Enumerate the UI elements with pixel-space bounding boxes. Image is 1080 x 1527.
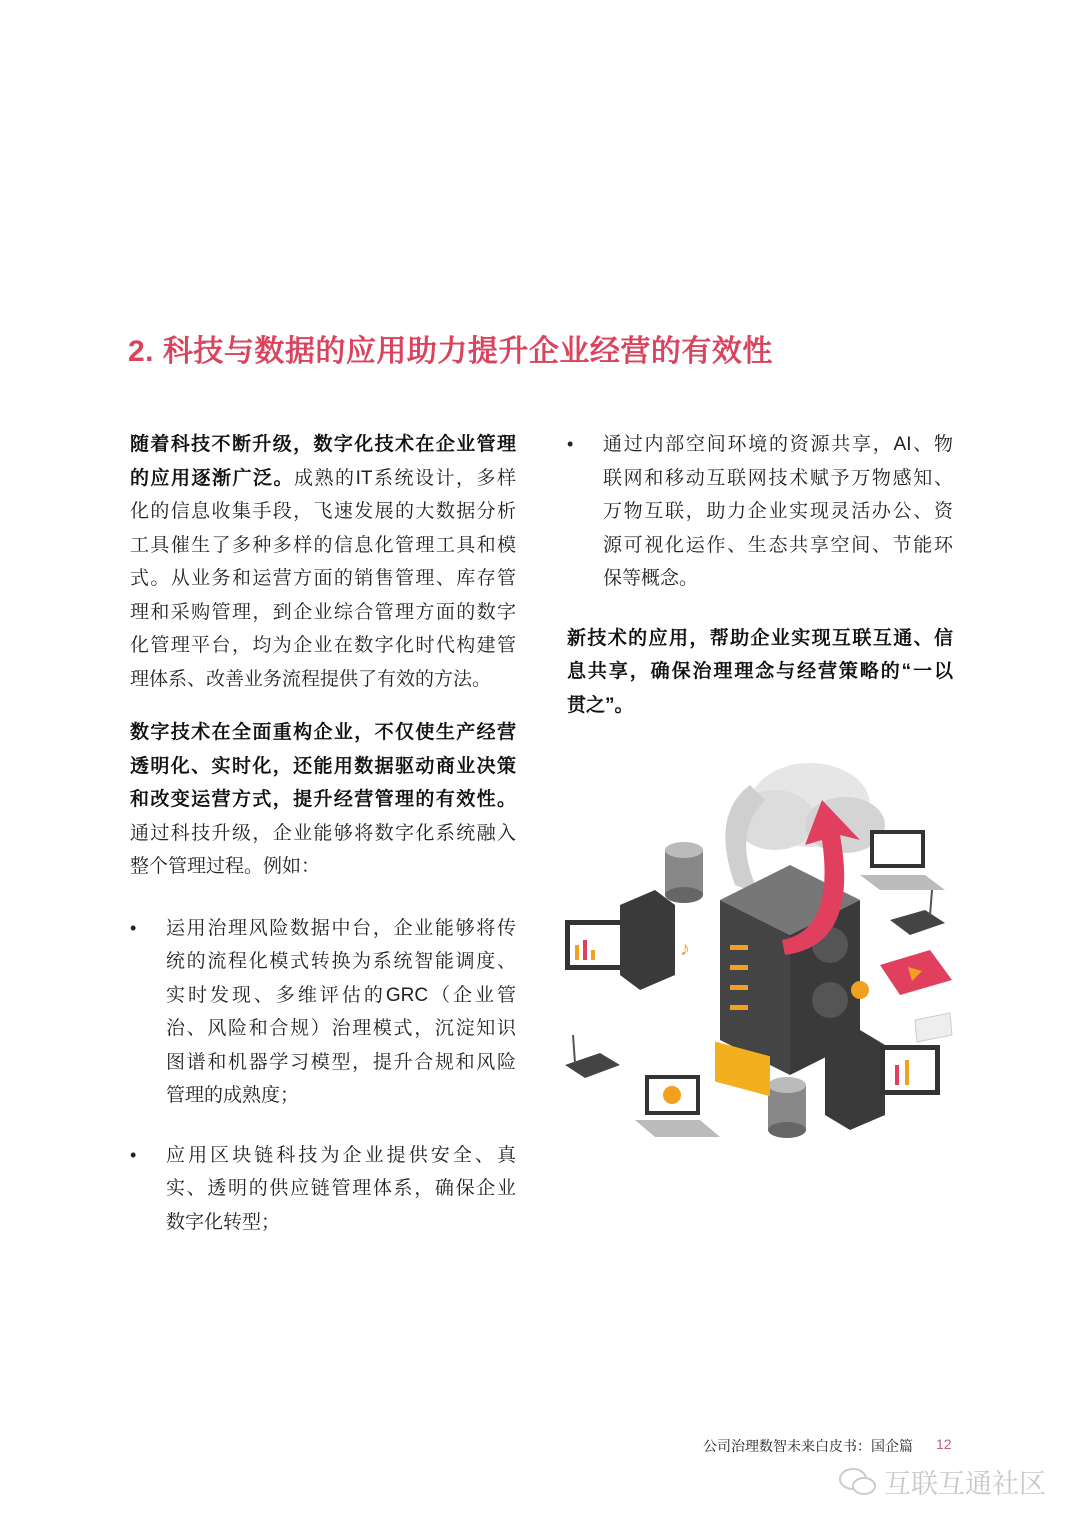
text-line — [130, 817, 516, 851]
text: 理体系、改善业务流程提供了有效的方法。 — [130, 668, 492, 690]
text-line — [130, 495, 516, 529]
svg-text:♪: ♪ — [680, 938, 690, 960]
tablet-video-icon — [880, 950, 952, 995]
page-number: 12 — [936, 1436, 952, 1452]
paragraph — [130, 716, 516, 884]
text-line — [130, 850, 516, 884]
text: 整个管理过程。例如： — [130, 856, 321, 877]
router-icon — [565, 1035, 620, 1078]
text-line: 联网和移动互联网技术赋予万物感知、 — [603, 467, 953, 489]
digital-technology-illustration — [560, 745, 960, 1145]
bullet-icon: • — [567, 434, 574, 454]
pc-tower-icon — [620, 890, 675, 990]
text-line: 运用治理风险数据中台，企业能够将传 — [166, 917, 516, 939]
database-icon — [768, 1077, 806, 1138]
text-line — [130, 428, 516, 462]
text: 化管理平台，均为企业在数字化时代构建管 — [130, 635, 516, 656]
watermark-text: 互联互通社区 — [884, 1469, 1046, 1499]
text-line — [130, 529, 516, 563]
bold-text: 新技术的应用，帮助企业实现互联互通、信 — [567, 627, 953, 649]
bold-text: 随着科技不断升级，数字化技术在企业管理 — [130, 434, 516, 455]
bullet-icon: • — [130, 917, 137, 938]
text-line — [130, 783, 516, 817]
text-line — [567, 622, 953, 656]
bold-text: 数字技术在全面重构企业，不仅使生产经营 — [130, 722, 516, 743]
bullet-item — [130, 912, 516, 1113]
text-line — [130, 562, 516, 596]
watermark — [838, 1462, 1046, 1501]
spacer — [130, 904, 516, 912]
bullet-item — [567, 428, 953, 596]
text-line: 数字化转型； — [166, 1211, 281, 1233]
text-line — [130, 663, 516, 697]
text-line — [567, 655, 953, 689]
router-icon — [890, 890, 945, 935]
text-line: 源可视化运作、生态共享空间、节能环 — [603, 534, 953, 556]
mail-icon — [915, 1013, 952, 1042]
text-line: 治、风险和合规）治理模式，沉淀知识 — [166, 1018, 516, 1039]
text-line: 实时发现、多维评估的GRC（企业管 — [166, 984, 516, 1006]
bold-text: 贯之”。 — [567, 694, 634, 716]
right-column — [567, 428, 953, 742]
bullet-icon: • — [130, 1144, 137, 1165]
text: 通过科技升级，企业能够将数字化系统融入 — [130, 822, 516, 844]
bold-text: 的应用逐渐广泛。 — [130, 467, 295, 489]
text-line: 实、透明的供应链管理体系，确保企业 — [166, 1178, 516, 1199]
text-line — [130, 596, 516, 630]
paragraph — [567, 622, 953, 723]
bold-text: 息共享，确保治理理念与经营策略的“一以 — [567, 661, 953, 682]
text-line: 万物互联，助力企业实现灵活办公、资 — [603, 501, 953, 522]
left-column — [130, 428, 516, 1265]
bold-text: 和改变运营方式，提升经营管理的有效性。 — [130, 789, 516, 810]
desktop-monitor-icon — [880, 1045, 940, 1095]
text-line: 管理的成熟度； — [166, 1085, 300, 1106]
wechat-icon — [838, 1466, 878, 1498]
gear-icon — [851, 981, 869, 999]
text: 成熟的IT系统设计，多样 — [294, 467, 516, 489]
text-line: 图谱和机器学习模型，提升合规和风险 — [166, 1051, 516, 1073]
text: 理和采购管理，到企业综合管理方面的数字 — [130, 601, 516, 623]
text-line: 保等概念。 — [603, 568, 699, 589]
laptop-icon — [635, 1075, 720, 1137]
text-line — [130, 716, 516, 750]
text-line — [130, 629, 516, 663]
text: 工具催生了多种多样的信息化管理工具和模 — [130, 534, 516, 556]
paragraph — [130, 428, 516, 696]
desktop-monitor-icon — [565, 920, 625, 970]
section-title: 2. 科技与数据的应用助力提升企业经营的有效性 — [128, 335, 773, 368]
footer-document-title: 公司治理数智未来白皮书：国企篇 — [703, 1438, 913, 1454]
text-line — [130, 750, 516, 784]
text-line: 通过内部空间环境的资源共享，AI、物 — [603, 434, 953, 455]
text-line — [130, 462, 516, 496]
music-note-icon — [680, 938, 690, 960]
laptop-icon — [860, 830, 945, 890]
database-icon — [665, 842, 703, 903]
text-line: 统的流程化模式转换为系统智能调度、 — [166, 951, 516, 972]
bold-text: 透明化、实时化，还能用数据驱动商业决策 — [130, 755, 516, 777]
bullet-item — [130, 1139, 516, 1240]
text: 式。从业务和运营方面的销售管理、库存管 — [130, 568, 516, 589]
text-line: 应用区块链科技为企业提供安全、真 — [166, 1144, 516, 1166]
pc-tower-icon — [825, 1030, 885, 1130]
text: 化的信息收集手段，飞速发展的大数据分析 — [130, 501, 516, 522]
text-line — [567, 689, 953, 723]
